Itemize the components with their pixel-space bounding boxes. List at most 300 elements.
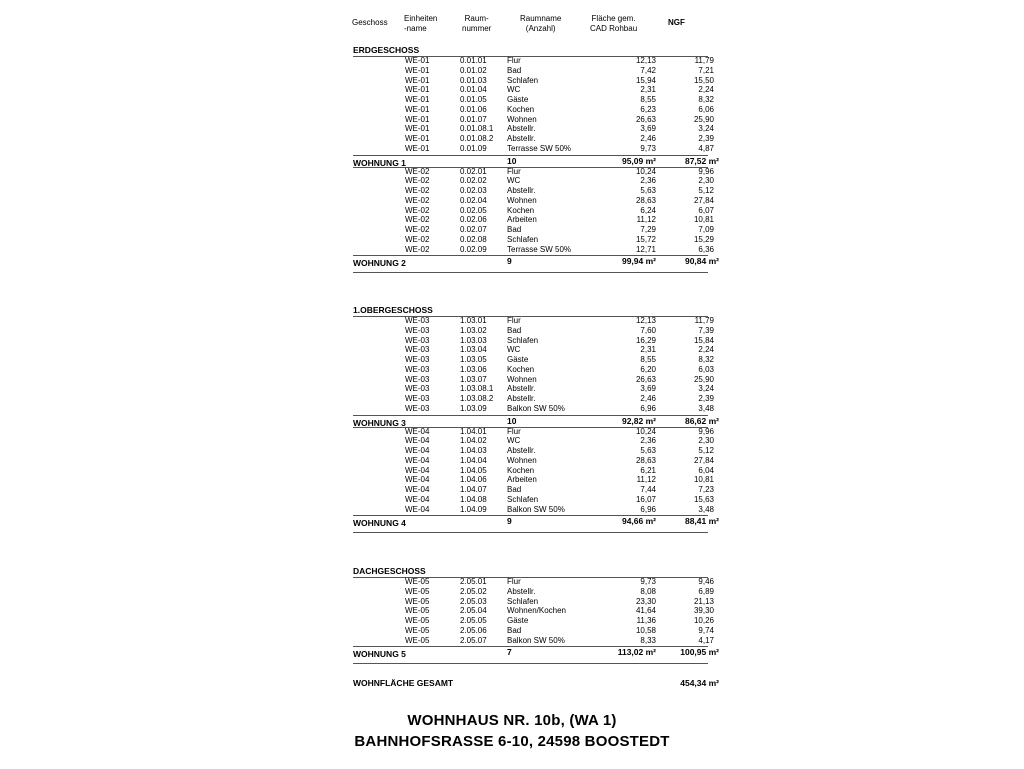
area-cad: 8,08 [640,586,656,596]
unit-total-ngf: 90,84 m² [684,256,719,267]
area-cad: 28,63 [635,195,656,205]
unit-name: WE-03 [405,384,430,394]
area-cad: 11,36 [636,616,656,625]
area-cad: 2,36 [640,176,656,186]
unit-name: WE-05 [405,577,430,586]
room-number: 2.05.02 [460,586,487,596]
grand-total-value: 454,34 m² [680,678,719,688]
room-name: Abstellr. [507,124,536,134]
unit-name: WE-01 [405,85,430,95]
room-name: Bad [507,625,522,635]
area-ngf: 3,48 [698,504,714,514]
unit-total-label: WOHNUNG 2 [353,258,406,269]
room-name: WC [507,436,521,446]
table-row [0,616,1024,626]
room-name: Gäste [507,95,529,104]
table-row [0,167,1024,177]
room-name: Kochen [507,465,535,475]
area-cad: 11,12 [636,215,656,225]
unit-total-ngf: 100,95 m² [680,647,719,658]
table-row [0,105,1024,115]
unit-name: WE-02 [405,225,430,234]
unit-name: WE-02 [405,195,430,205]
unit-total-ngf: 88,41 m² [684,516,719,527]
room-name: Gäste [507,616,529,625]
area-cad: 6,96 [640,504,656,514]
area-ngf: 15,50 [693,75,714,85]
table-row [0,404,1024,414]
room-number: 0.01.08.2 [460,134,494,143]
area-cad: 2,46 [640,134,656,143]
unit-name: WE-03 [405,325,430,335]
table-row [0,375,1024,385]
room-number: 0.02.07 [460,225,487,234]
area-ngf: 2,30 [698,436,714,446]
unit-name: WE-01 [405,114,430,124]
table-row [0,326,1024,336]
room-count: 10 [507,155,517,166]
footer-title-address: BAHNHOFSRASSE 6-10, 24598 BOOSTEDT [354,733,670,750]
unit-name: WE-04 [405,475,430,485]
table-row [0,577,1024,587]
header-flaeche-line1: Fläche gem. [591,14,636,23]
room-number: 0.01.08.1 [460,124,494,134]
area-cad: 28,63 [635,455,656,465]
table-row [0,124,1024,134]
room-number: 0.02.09 [460,244,487,254]
room-name: WC [507,176,521,186]
area-cad: 2,46 [640,394,656,403]
room-number: 0.02.08 [460,234,487,244]
unit-total-cad: 95,09 m² [621,155,656,166]
unit-name: WE-02 [405,166,430,176]
room-name: Abstellr. [507,384,536,394]
unit-name: WE-01 [405,104,430,114]
area-ngf: 10,26 [693,616,714,625]
area-cad: 15,72 [635,234,656,244]
unit-name: WE-04 [405,504,430,514]
room-count: 7 [507,647,512,658]
area-cad: 7,29 [640,225,656,234]
header-raumnummer [462,14,491,34]
area-cad: 6,96 [640,403,656,413]
unit-name: WE-05 [405,635,430,645]
table-row [0,456,1024,466]
section-title: 1.OBERGESCHOSS [353,305,433,315]
table-row [0,355,1024,365]
area-ngf: 4,17 [698,635,714,645]
room-name: Balkon SW 50% [507,403,565,413]
room-number: 0.01.07 [460,114,487,124]
area-ngf: 2,24 [698,345,714,355]
room-number: 1.03.05 [460,355,487,364]
room-number: 1.03.01 [460,316,487,325]
section-end-divider [353,272,708,273]
area-cad: 6,20 [640,364,656,374]
room-count: 9 [507,256,512,267]
room-number: 1.04.03 [460,446,487,455]
room-number: 0.01.09 [460,143,487,153]
table-row [0,186,1024,196]
unit-name: WE-03 [405,374,430,384]
room-name: Arbeiten [507,215,537,225]
room-number: 1.03.07 [460,374,487,384]
room-name: Wohnen [507,455,537,465]
area-cad: 11,12 [636,475,656,485]
room-name: Flur [507,316,521,325]
table-row [0,446,1024,456]
area-ngf: 3,48 [698,403,714,413]
unit-name: WE-03 [405,355,430,364]
unit-name: WE-04 [405,426,430,436]
area-cad: 7,44 [640,485,656,494]
room-name: Bad [507,325,522,335]
table-row [0,85,1024,95]
area-cad: 12,13 [635,56,656,65]
room-count: 9 [507,516,512,527]
table-row [0,636,1024,646]
room-number: 1.04.05 [460,465,487,475]
room-name: Abstellr. [507,134,536,143]
area-ngf: 2,24 [698,85,714,95]
room-number: 1.03.06 [460,364,487,374]
table-row [0,394,1024,404]
area-cad: 12,71 [635,244,656,254]
header-geschoss: Geschoss [352,18,388,27]
area-ngf: 10,81 [693,215,714,225]
header-einheiten [404,14,437,34]
area-cad: 2,31 [640,345,656,355]
unit-name: WE-01 [405,95,430,104]
table-row [0,206,1024,216]
room-name: Wohnen [507,195,537,205]
area-cad: 6,23 [640,104,656,114]
unit-total-label: WOHNUNG 5 [353,649,406,660]
area-ngf: 39,30 [693,606,714,616]
unit-name: WE-04 [405,465,430,475]
room-name: Wohnen [507,114,537,124]
area-cad: 16,07 [635,494,656,504]
area-cad: 6,21 [640,465,656,475]
room-name: Balkon SW 50% [507,504,565,514]
footer-title-building: WOHNHAUS NR. 10b, (WA 1) [407,712,617,729]
unit-name: WE-03 [405,345,430,355]
table-row [0,427,1024,437]
unit-total-cad: 99,94 m² [621,256,656,267]
area-cad: 16,29 [635,335,656,345]
area-ngf: 3,24 [698,124,714,134]
room-number: 0.01.02 [460,65,487,75]
area-ngf: 7,09 [698,225,714,234]
unit-total-cad: 92,82 m² [621,415,656,426]
table-row [0,316,1024,326]
area-ngf: 11,79 [694,56,714,65]
area-cad: 5,63 [640,446,656,455]
table-row [0,505,1024,515]
table-row [0,115,1024,125]
room-name: Flur [507,56,521,65]
section-end-divider [353,532,708,533]
table-row [0,436,1024,446]
room-number: 0.01.06 [460,104,487,114]
area-ngf: 6,07 [698,205,714,215]
area-cad: 5,63 [640,186,656,195]
table-row [0,597,1024,607]
room-name: Gäste [507,355,529,364]
room-name: Terrasse SW 50% [507,143,572,153]
room-number: 0.02.01 [460,166,487,176]
room-name: Kochen [507,364,535,374]
room-number: 1.03.08.1 [460,384,494,394]
header-einheiten-line1: Einheiten [404,14,438,23]
room-name: WC [507,85,521,95]
area-ngf: 4,87 [698,143,714,153]
room-name: Flur [507,166,521,176]
header-raumname-line2: (Anzahl) [525,24,556,33]
header-raum-line2: nummer [462,24,492,33]
table-row [0,485,1024,495]
room-number: 2.05.04 [460,606,487,616]
unit-name: WE-01 [405,56,430,65]
room-number: 0.01.03 [460,75,487,85]
area-ngf: 10,81 [693,475,714,485]
room-number: 2.05.05 [460,616,487,625]
room-number: 2.05.03 [460,596,487,606]
table-row [0,336,1024,346]
area-ngf: 27,84 [693,455,714,465]
room-name: Schlafen [507,234,539,244]
room-number: 0.02.04 [460,195,487,205]
unit-name: WE-03 [405,335,430,345]
unit-total-cad: 94,66 m² [621,516,656,527]
unit-name: WE-02 [405,234,430,244]
unit-name: WE-04 [405,446,430,455]
room-name: Schlafen [507,494,539,504]
room-number: 1.03.09 [460,403,487,413]
area-ngf: 2,30 [698,176,714,186]
unit-total-label: WOHNUNG 1 [353,157,406,168]
area-cad: 9,73 [640,143,656,153]
area-ngf: 11,79 [694,316,714,325]
area-ngf: 6,04 [698,465,714,475]
room-number: 2.05.01 [460,577,487,586]
area-cad: 8,33 [640,635,656,645]
room-name: Schlafen [507,596,539,606]
area-cad: 9,73 [640,577,656,586]
room-name: Terrasse SW 50% [507,244,572,254]
room-number: 1.04.02 [460,436,487,446]
room-number: 0.02.03 [460,186,487,195]
room-number: 1.04.06 [460,475,487,485]
area-ngf: 25,90 [693,114,714,124]
table-row [0,76,1024,86]
unit-total-label: WOHNUNG 3 [353,417,406,428]
room-name: Abstellr. [507,394,536,403]
table-row [0,384,1024,394]
room-number: 1.04.01 [460,426,487,436]
room-number: 0.01.01 [460,56,487,65]
area-ngf: 15,63 [693,494,714,504]
table-row [0,606,1024,616]
unit-total-row [0,257,1024,269]
area-ngf: 6,36 [698,244,714,254]
area-ngf: 6,89 [698,586,714,596]
table-row [0,215,1024,225]
unit-total-ngf: 86,62 m² [684,415,719,426]
unit-name: WE-04 [405,494,430,504]
section-title: DACHGESCHOSS [353,566,426,576]
area-ngf: 6,03 [698,364,714,374]
table-row [0,365,1024,375]
area-cad: 15,94 [635,75,656,85]
area-cad: 2,36 [640,436,656,446]
room-number: 0.01.05 [460,95,487,104]
area-cad: 10,58 [635,625,656,635]
table-row [0,176,1024,186]
area-ngf: 6,06 [698,104,714,114]
room-number: 0.02.05 [460,205,487,215]
area-ngf: 9,46 [698,577,714,586]
unit-name: WE-03 [405,403,430,413]
room-name: WC [507,345,521,355]
room-name: Flur [507,577,521,586]
room-number: 0.02.02 [460,176,487,186]
area-cad: 12,13 [635,316,656,325]
unit-name: WE-02 [405,215,430,225]
section-end-divider [353,663,708,664]
area-ngf: 8,32 [698,95,714,104]
table-row [0,475,1024,485]
room-number: 0.01.04 [460,85,487,95]
header-flaeche-line2: CAD Rohbau [590,24,638,33]
unit-name: WE-02 [405,205,430,215]
room-name: Abstellr. [507,186,536,195]
unit-name: WE-02 [405,186,430,195]
table-row [0,245,1024,255]
header-flaeche [590,14,637,34]
area-cad: 41,64 [635,606,656,616]
room-name: Bad [507,65,522,75]
room-name: Flur [507,426,521,436]
area-ngf: 27,84 [693,195,714,205]
area-ngf: 25,90 [693,374,714,384]
room-number: 1.03.04 [460,345,487,355]
unit-name: WE-03 [405,364,430,374]
room-number: 1.03.02 [460,325,487,335]
unit-name: WE-05 [405,606,430,616]
unit-total-cad: 113,02 m² [617,647,656,658]
table-row [0,587,1024,597]
unit-name: WE-03 [405,316,430,325]
area-ngf: 15,84 [693,335,714,345]
table-row [0,144,1024,154]
area-cad: 3,69 [640,384,656,394]
room-name: Abstellr. [507,446,536,455]
header-raumname [520,14,561,34]
table-row [0,466,1024,476]
unit-name: WE-04 [405,485,430,494]
room-number: 2.05.07 [460,635,487,645]
unit-name: WE-04 [405,455,430,465]
room-name: Arbeiten [507,475,537,485]
table-row [0,134,1024,144]
room-number: 1.03.08.2 [460,394,494,403]
unit-total-row [0,517,1024,529]
table-row [0,235,1024,245]
area-ngf: 9,96 [698,426,714,436]
table-row [0,66,1024,76]
unit-name: WE-02 [405,244,430,254]
room-number: 1.04.04 [460,455,487,465]
unit-name: WE-01 [405,143,430,153]
area-ngf: 2,39 [698,394,714,403]
unit-name: WE-03 [405,394,430,403]
room-name: Abstellr. [507,586,536,596]
room-name: Schlafen [507,75,539,85]
room-name: Wohnen [507,374,537,384]
unit-name: WE-01 [405,124,430,134]
table-row [0,95,1024,105]
area-cad: 3,69 [640,124,656,134]
room-name: Kochen [507,104,535,114]
room-name: Balkon SW 50% [507,635,565,645]
room-number: 0.02.06 [460,215,487,225]
table-row [0,626,1024,636]
table-row [0,196,1024,206]
unit-total-ngf: 87,52 m² [684,155,719,166]
area-ngf: 9,74 [698,625,714,635]
area-cad: 7,42 [640,65,656,75]
area-cad: 26,63 [635,374,656,384]
area-cad: 7,60 [640,325,656,335]
room-number: 1.03.03 [460,335,487,345]
area-cad: 2,31 [640,85,656,95]
room-count: 10 [507,415,517,426]
room-name: Wohnen/Kochen [507,606,567,616]
unit-name: WE-04 [405,436,430,446]
unit-name: WE-01 [405,75,430,85]
area-ngf: 2,39 [698,134,714,143]
grand-total-label: WOHNFLÄCHE GESAMT [353,678,454,688]
room-number: 2.05.06 [460,625,487,635]
area-cad: 10,24 [635,426,656,436]
header-raum-line1: Raum- [464,14,489,23]
room-name: Kochen [507,205,535,215]
unit-name: WE-05 [405,596,430,606]
unit-total-row [0,648,1024,660]
header-raumname-line1: Raumname [520,14,562,23]
area-cad: 8,55 [640,95,656,104]
room-number: 1.04.07 [460,485,487,494]
room-name: Schlafen [507,335,539,345]
area-cad: 26,63 [635,114,656,124]
room-number: 1.04.08 [460,494,487,504]
area-ngf: 7,39 [698,325,714,335]
room-name: Bad [507,225,522,234]
area-ngf: 7,23 [698,485,714,494]
area-ngf: 9,96 [698,166,714,176]
area-cad: 10,24 [635,166,656,176]
area-ngf: 5,12 [698,186,714,195]
section-title: ERDGESCHOSS [353,45,420,55]
table-row [0,495,1024,505]
room-number: 1.04.09 [460,504,487,514]
area-ngf: 8,32 [698,355,714,364]
area-ngf: 15,29 [693,234,714,244]
area-ngf: 5,12 [698,446,714,455]
area-cad: 23,30 [635,596,656,606]
area-ngf: 7,21 [698,65,714,75]
